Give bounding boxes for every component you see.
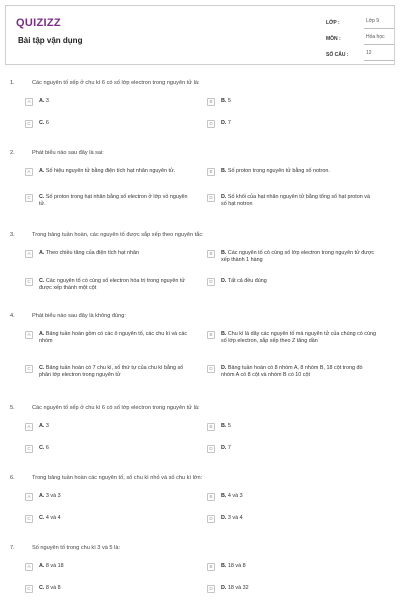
option-key: A. xyxy=(39,98,45,104)
option-text: D. Số khối của hạt nhân nguyên tử bằng tổng số hạt proton và số hạt notron xyxy=(221,194,370,208)
option-letter-box[interactable]: B xyxy=(207,423,215,431)
answer-option-c[interactable] xyxy=(25,585,195,593)
option-key: A. xyxy=(39,250,45,256)
worksheet-title: Bài tập vận dụng xyxy=(18,36,83,45)
answer-option-a[interactable] xyxy=(25,563,195,571)
question-header xyxy=(10,232,390,239)
option-key: C. xyxy=(39,194,45,200)
question-text: Các nguyên tố xếp ở chu kì 6 có số lớp electron trong nguyên tử là: xyxy=(32,80,200,86)
option-text: D. 7 xyxy=(221,120,231,126)
option-letter-box[interactable]: D xyxy=(207,120,215,128)
option-text: D. 18 và 32 xyxy=(221,585,249,591)
option-key: B. xyxy=(221,331,227,337)
answer-option-c[interactable] xyxy=(25,365,195,379)
meta-value: Lớp 9 xyxy=(364,18,394,29)
meta-value: Hóa học xyxy=(364,34,394,45)
answer-option-a[interactable] xyxy=(25,250,195,258)
option-text: C. 6 xyxy=(39,120,49,126)
option-text: A. Bảng tuần hoàn gồm có các ô nguyên tố, các chu kì và các nhóm xyxy=(39,331,188,345)
option-letter-box[interactable]: B xyxy=(207,493,215,501)
option-letter-box[interactable]: C xyxy=(25,278,33,286)
option-key: C. xyxy=(39,120,45,126)
answer-option-a[interactable] xyxy=(25,331,195,345)
question-header xyxy=(10,80,390,87)
option-text: D. 3 và 4 xyxy=(221,515,243,521)
option-letter-box[interactable]: C xyxy=(25,365,33,373)
option-letter-box[interactable]: A xyxy=(25,168,33,176)
option-text: B. Chu kì là dãy các nguyên tố mà nguyên tử của chúng có cùng số lớp electron, sắp xếp theo Z tăng dần xyxy=(221,331,376,345)
option-letter-box[interactable]: C xyxy=(25,515,33,523)
option-text: C. 4 và 4 xyxy=(39,515,61,521)
question-number: 2. xyxy=(10,150,15,156)
question-text: Số nguyên tố trong chu kì 3 và 5 là: xyxy=(32,545,121,551)
meta-row-class xyxy=(326,17,394,29)
option-letter-box[interactable]: D xyxy=(207,515,215,523)
answer-option-b[interactable] xyxy=(207,493,377,501)
question-item xyxy=(10,545,390,592)
answer-option-b[interactable] xyxy=(207,331,377,345)
option-letter-box[interactable]: B xyxy=(207,331,215,339)
option-key: B. xyxy=(221,168,227,174)
answer-option-a[interactable] xyxy=(25,98,195,106)
question-text: Trong bảng tuần hoàn, các nguyên tố được sắp xếp theo nguyên tắc: xyxy=(32,232,204,238)
answer-option-b[interactable] xyxy=(207,168,377,176)
option-key: D. xyxy=(221,278,227,284)
answer-option-c[interactable] xyxy=(25,278,195,292)
option-key: A. xyxy=(39,168,45,174)
option-letter-box[interactable]: B xyxy=(207,168,215,176)
question-text: Các nguyên tố xếp ở chu kì 6 có số lớp electron trong nguyên tử là: xyxy=(32,405,200,411)
question-number: 5. xyxy=(10,405,15,411)
option-text: C. Số proton trong hạt nhân bằng số electron ở lớp vỏ nguyên tử. xyxy=(39,194,188,208)
answer-option-b[interactable] xyxy=(207,423,377,431)
option-key: D. xyxy=(221,194,227,200)
option-letter-box[interactable]: C xyxy=(25,585,33,593)
option-text: A. Theo chiều tăng của điện tích hạt nhân xyxy=(39,250,140,256)
answer-option-d[interactable] xyxy=(207,278,377,286)
option-key: A. xyxy=(39,563,45,569)
question-number: 3. xyxy=(10,232,15,238)
option-text: C. 6 xyxy=(39,445,49,451)
option-text: D. 7 xyxy=(221,445,231,451)
option-text: C. Các nguyên tố có cùng số electron hóa trị trong nguyên tử được xếp thành một cột xyxy=(39,278,185,292)
answer-option-b[interactable] xyxy=(207,98,377,106)
answer-option-c[interactable] xyxy=(25,515,195,523)
answer-option-d[interactable] xyxy=(207,194,377,208)
option-text: B. Các nguyên tố có cùng số lớp electron trong nguyên tử được xếp thành 1 hàng xyxy=(221,250,375,264)
option-letter-box[interactable]: D xyxy=(207,278,215,286)
question-header xyxy=(10,475,390,482)
answer-option-d[interactable] xyxy=(207,445,377,453)
option-key: D. xyxy=(221,445,227,451)
answer-option-c[interactable] xyxy=(25,445,195,453)
option-letter-box[interactable]: D xyxy=(207,194,215,202)
question-header xyxy=(10,405,390,412)
quizizz-logo: QUIZIZZ xyxy=(16,17,61,29)
option-letter-box[interactable]: D xyxy=(207,365,215,373)
option-key: C. xyxy=(39,585,45,591)
question-number: 4. xyxy=(10,313,15,319)
meta-row-count xyxy=(326,49,394,61)
answer-option-a[interactable] xyxy=(25,493,195,501)
option-letter-box[interactable]: D xyxy=(207,445,215,453)
question-number: 6. xyxy=(10,475,15,481)
option-letter-box[interactable]: C xyxy=(25,120,33,128)
answer-option-d[interactable] xyxy=(207,585,377,593)
option-key: B. xyxy=(221,250,227,256)
meta-fields xyxy=(326,17,394,65)
option-text: A. 3 xyxy=(39,98,49,104)
question-item xyxy=(10,80,390,127)
option-letter-box[interactable]: D xyxy=(207,585,215,593)
answer-option-b[interactable] xyxy=(207,250,377,264)
option-text: B. 5 xyxy=(221,423,231,429)
question-header xyxy=(10,150,390,157)
option-letter-box[interactable]: C xyxy=(25,194,33,202)
option-letter-box[interactable]: B xyxy=(207,98,215,106)
answer-option-c[interactable] xyxy=(25,194,195,208)
question-number: 7. xyxy=(10,545,15,551)
option-text: A. 3 xyxy=(39,423,49,429)
option-text: A. 8 và 18 xyxy=(39,563,64,569)
answer-option-d[interactable] xyxy=(207,515,377,523)
question-number: 1. xyxy=(10,80,15,86)
option-letter-box[interactable]: B xyxy=(207,250,215,258)
meta-label: LỚP : xyxy=(326,19,340,26)
answer-option-b[interactable] xyxy=(207,563,377,571)
answer-option-a[interactable] xyxy=(25,423,195,431)
option-text: A. 3 và 3 xyxy=(39,493,61,499)
answer-option-c[interactable] xyxy=(25,120,195,128)
option-key: D. xyxy=(221,585,227,591)
meta-row-subject xyxy=(326,33,394,45)
meta-label: MÔN : xyxy=(326,35,341,42)
answer-option-a[interactable] xyxy=(25,168,195,176)
meta-value: 12 xyxy=(364,50,394,61)
option-key: B. xyxy=(221,98,227,104)
option-text: B. 18 và 8 xyxy=(221,563,246,569)
option-text: C. Bảng tuần hoàn có 7 chu kì, số thứ tự của chu kì bằng số phân lớp electron trong nguyên tử xyxy=(39,365,184,379)
question-item xyxy=(10,232,390,292)
option-key: D. xyxy=(221,120,227,126)
option-key: D. xyxy=(221,365,227,371)
question-text: Phát biểu nào sau đây là không đúng: xyxy=(32,313,126,319)
option-text: D. Tất cả đều đúng xyxy=(221,278,267,284)
option-letter-box[interactable]: C xyxy=(25,445,33,453)
option-text: A. Số hiệu nguyên tử bằng điện tích hạt nhân nguyên tử. xyxy=(39,168,176,174)
worksheet-header xyxy=(5,5,395,65)
question-header xyxy=(10,545,390,552)
option-key: B. xyxy=(221,493,227,499)
option-letter-box[interactable]: A xyxy=(25,423,33,431)
option-key: A. xyxy=(39,331,45,337)
option-key: C. xyxy=(39,445,45,451)
question-header xyxy=(10,313,390,320)
option-key: A. xyxy=(39,493,45,499)
option-text: B. 5 xyxy=(221,98,231,104)
option-key: C. xyxy=(39,278,45,284)
option-letter-box[interactable]: A xyxy=(25,563,33,571)
option-key: B. xyxy=(221,563,227,569)
option-letter-box[interactable]: B xyxy=(207,563,215,571)
option-key: D. xyxy=(221,515,227,521)
option-letter-box[interactable]: A xyxy=(25,331,33,339)
question-item xyxy=(10,405,390,452)
option-key: B. xyxy=(221,423,227,429)
option-text: B. Số proton trong nguyên tử bằng số notron. xyxy=(221,168,330,174)
option-text: B. 4 và 3 xyxy=(221,493,243,499)
question-item xyxy=(10,313,390,379)
option-key: C. xyxy=(39,365,45,371)
meta-label: SỐ CÂU : xyxy=(326,51,349,58)
question-item xyxy=(10,150,390,208)
option-key: A. xyxy=(39,423,45,429)
option-text: C. 8 và 8 xyxy=(39,585,61,591)
answer-option-d[interactable] xyxy=(207,365,377,379)
option-letter-box[interactable]: A xyxy=(25,493,33,501)
option-key: C. xyxy=(39,515,45,521)
question-text: Phát biểu nào sau đây là sai: xyxy=(32,150,104,156)
question-text: Trong bảng tuần hoàn các nguyên tố, số chu kì nhỏ và số chu kì lớn: xyxy=(32,475,203,481)
question-item xyxy=(10,475,390,522)
option-letter-box[interactable]: A xyxy=(25,98,33,106)
option-letter-box[interactable]: A xyxy=(25,250,33,258)
answer-option-d[interactable] xyxy=(207,120,377,128)
option-text: D. Bảng tuần hoàn có 8 nhóm A, 8 nhóm B, 18 cột trong đó nhóm A có 8 cột và nhóm B có 10 cột xyxy=(221,365,363,379)
